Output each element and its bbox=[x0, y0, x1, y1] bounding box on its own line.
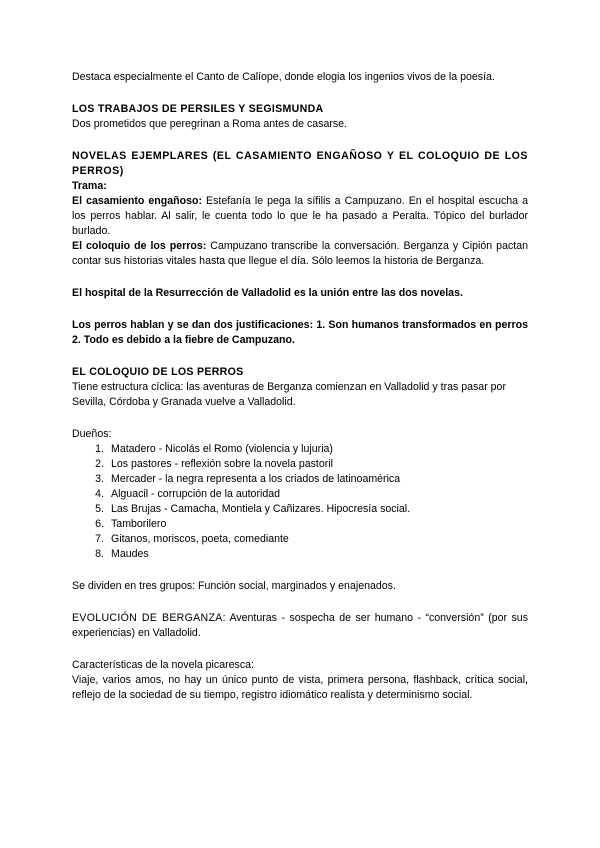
persiles-heading: LOS TRABAJOS DE PERSILES Y SEGISMUNDA bbox=[72, 103, 324, 115]
owners-list bbox=[72, 442, 528, 562]
coloquio-paragraph bbox=[72, 239, 528, 269]
trama-label: Trama: bbox=[72, 180, 107, 192]
list-item: 6. Tamborilero bbox=[95, 518, 167, 530]
coloquio-heading: EL COLOQUIO DE LOS PERROS bbox=[72, 366, 244, 378]
casamiento-paragraph bbox=[72, 194, 528, 239]
list-item: 8. Maudes bbox=[95, 548, 149, 560]
evolucion-text: : Aventuras - sospecha de ser humano - “conversión” (por sus experiencias) en Valladolid. bbox=[72, 612, 528, 639]
list-item: 7. Gitanos, moriscos, poeta, comediante bbox=[95, 533, 289, 545]
list-item: 5. Las Brujas - Camacha, Montiela y Cañizares. Hipocresía social. bbox=[95, 503, 411, 515]
duenos-label: Dueños: bbox=[72, 428, 112, 440]
novelas-heading: NOVELAS EJEMPLARES (EL CASAMIENTO ENGAÑOSO Y EL COLOQUIO DE LOS PERROS) bbox=[72, 150, 528, 177]
list-item: 2. Los pastores - reflexión sobre la novela pastoril bbox=[95, 458, 333, 470]
coloquio-description: Tiene estructura cíclica: las aventuras de Berganza comienzan en Valladolid y tras pasar por Sevilla, Córdoba y Granada vuelve a Valladolid. bbox=[72, 381, 506, 408]
list-item: 3. Mercader - la negra representa a los criados de latinoamérica bbox=[95, 473, 401, 485]
coloquio-label: El coloquio de los perros: bbox=[72, 240, 207, 252]
persiles-text: Dos prometidos que peregrinan a Roma antes de casarse. bbox=[72, 118, 348, 130]
intro-paragraph: Destaca especialmente el Canto de Calíope, donde elogia los ingenios vivos de la poesía. bbox=[72, 71, 495, 83]
hospital-statement: El hospital de la Resurrección de Valladolid es la unión entre las dos novelas. bbox=[72, 287, 463, 299]
picaresca-label: Características de la novela picaresca: bbox=[72, 659, 254, 671]
evolucion-paragraph bbox=[72, 611, 528, 641]
casamiento-text: Estefanía le pega la sífilis a Campuzano. En el hospital escucha a los perros hablar. Al salir, le cuenta todo lo que le ha pasado a Peralta. Tópico del burlador burlado. bbox=[72, 195, 528, 237]
page-content bbox=[72, 70, 528, 703]
evolucion-label: EVOLUCIÓN DE BERGANZA bbox=[72, 612, 223, 624]
perros-hablan-statement: Los perros hablan y se dan dos justificaciones: 1. Son humanos transformados en perros 2. Todo es debido a la fiebre de Campuzano. bbox=[72, 319, 528, 346]
grupos-paragraph: Se dividen en tres grupos: Función social, marginados y enajenados. bbox=[72, 580, 396, 592]
coloquio-text: Campuzano transcribe la conversación. Berganza y Cipión pactan contar sus historias vitales hasta que llegue el día. Sólo leemos la historia de Berganza. bbox=[72, 240, 528, 267]
picaresca-text: Viaje, varios amos, no hay un único punto de vista, primera persona, flashback, crítica social, reflejo de la sociedad de su tiempo, registro idiomático realista y determinismo social. bbox=[72, 674, 528, 701]
list-item: 1. Matadero - Nicolás el Romo (violencia y lujuria) bbox=[95, 443, 333, 455]
list-item: 4. Alguacil - corrupción de la autoridad bbox=[95, 488, 281, 500]
casamiento-label: El casamiento engañoso: bbox=[72, 195, 202, 207]
